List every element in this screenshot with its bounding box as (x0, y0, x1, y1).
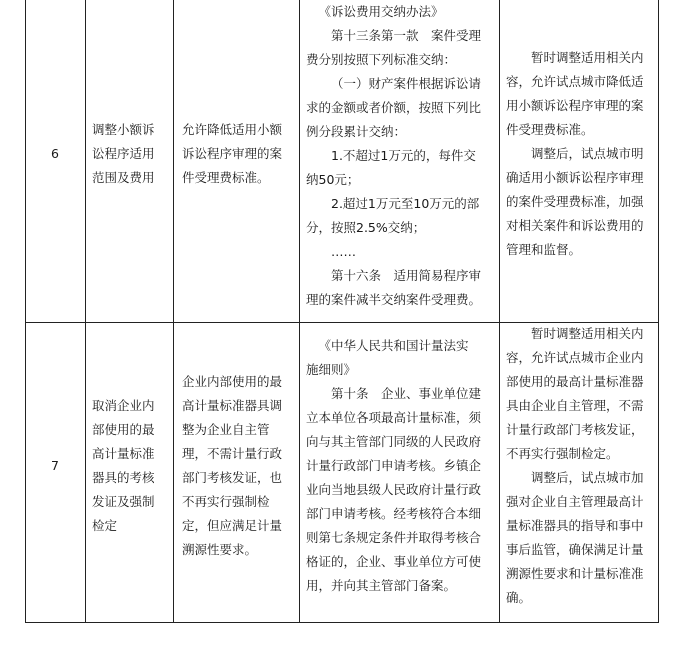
law-title: 《诉讼费用交纳办法》 (318, 4, 444, 19)
text-line: 则第七条规定条件并取得考核合 (306, 530, 482, 545)
table-divider-1 (85, 0, 86, 622)
text-line: （一）财产案件根据诉讼请 (331, 76, 482, 91)
table-border-bottom (25, 622, 659, 623)
text-line: 施细则》 (306, 362, 357, 377)
row-6-item (92, 118, 170, 190)
text-line: 部使用的最高计量标准器 (506, 374, 644, 389)
text-line: 确。 (506, 590, 532, 605)
text-line: 部门申请考核。经考核符合本细 (306, 506, 482, 521)
text-line: 向与其主管部门同级的人民政府 (306, 434, 482, 449)
text-line: 2.超过1万元至10万元的部 (331, 196, 480, 211)
table-border-left (25, 0, 26, 622)
text-line: 定，但应满足计量 (182, 518, 283, 533)
text-line: 诉讼程序审理的案 (182, 146, 283, 161)
text-line: 企业内部使用的最 (182, 374, 283, 389)
table-divider-3 (299, 0, 300, 622)
text-line: 不再实行强制检 (182, 494, 270, 509)
text-line: 对相关案件和诉讼费用的 (506, 218, 644, 233)
text-line: 事后监管，确保满足计量 (506, 542, 644, 557)
text-line: 第十条 企业、事业单位建 (331, 386, 482, 401)
text-line: 高计量标准器具调 (182, 398, 283, 413)
text-line: 器具的考核 (92, 470, 155, 485)
text-line: 计量行政部门考核发证， (506, 422, 644, 437)
text-line: 部使用的最 (92, 422, 155, 437)
row-7-law (306, 334, 496, 598)
text-line: 溯源性要求。 (182, 542, 258, 557)
text-line: 暂时调整适用相关内 (531, 50, 644, 65)
text-line: 检定 (92, 518, 118, 533)
text-line: 件受理费标准。 (182, 170, 270, 185)
row-6-law (306, 0, 496, 312)
text-line: 调整小额诉 (92, 122, 155, 137)
text-line: 强对企业自主管理最高计 (506, 494, 644, 509)
text-line: 调整后，试点城市明 (531, 146, 644, 161)
text-line: 溯源性要求和计量标准准 (506, 566, 644, 581)
text-line: 第十六条 适用简易程序审 (331, 268, 482, 283)
row-7-number: 7 (51, 458, 59, 473)
text-line: …… (331, 244, 356, 259)
text-line: 整为企业自主管 (182, 422, 270, 437)
text-line: 计量行政部门申请考核。乡镇企 (306, 458, 482, 473)
text-line: 理，不需计量行政 (182, 446, 283, 461)
text-line: 例分段累计交纳： (306, 124, 407, 139)
text-line: 高计量标准 (92, 446, 155, 461)
text-line: 确适用小额诉讼程序审理 (506, 170, 644, 185)
text-line: 发证及强制 (92, 494, 155, 509)
text-line: 纳50元； (306, 172, 360, 187)
text-line: 范围及费用 (92, 170, 155, 185)
text-line: 容，允许试点城市企业内 (506, 350, 644, 365)
text-line: 允许降低适用小额 (182, 122, 283, 137)
law-title: 《中华人民共和国计量法实 (318, 338, 469, 353)
text-line: 件受理费标准。 (506, 122, 594, 137)
text-line: 费分别按照下列标准交纳： (306, 52, 457, 67)
row-7-item (92, 394, 170, 538)
text-line: 量标准器具的指导和事中 (506, 518, 644, 533)
text-line: 立本单位各项最高计量标准，须 (306, 410, 482, 425)
text-line: 不再实行强制检定。 (506, 446, 619, 461)
row-7-note (506, 322, 656, 610)
text-line: 取消企业内 (92, 398, 155, 413)
text-line: 第十三条第一款 案件受理 (331, 28, 482, 43)
text-line: 分，按照2.5%交纳； (306, 220, 426, 235)
row-6-number: 6 (51, 146, 59, 161)
text-line: 格证的，企业、事业单位方可使 (306, 554, 482, 569)
text-line: 用，并向其主管部门备案。 (306, 578, 457, 593)
row-6-note (506, 46, 656, 262)
text-line: 的案件受理费标准，加强 (506, 194, 644, 209)
text-line: 管理和监督。 (506, 242, 582, 257)
table-divider-2 (173, 0, 174, 622)
text-line: 调整后，试点城市加 (531, 470, 644, 485)
text-line: 讼程序适用 (92, 146, 155, 161)
row-7-change (182, 370, 296, 562)
text-line: 业向当地县级人民政府计量行政 (306, 482, 482, 497)
text-line: 具由企业自主管理，不需 (506, 398, 644, 413)
text-line: 部门考核发证，也 (182, 470, 283, 485)
table-divider-4 (499, 0, 500, 622)
row-6-change (182, 118, 296, 190)
text-line: 1.不超过1万元的，每件交 (331, 148, 476, 163)
table-border-right (658, 0, 659, 622)
text-line: 用小额诉讼程序审理的案 (506, 98, 644, 113)
text-line: 求的金额或者价额，按照下列比 (306, 100, 482, 115)
text-line: 容，允许试点城市降低适 (506, 74, 644, 89)
text-line: 理的案件减半交纳案件受理费。 (306, 292, 482, 307)
text-line: 暂时调整适用相关内 (531, 326, 644, 341)
